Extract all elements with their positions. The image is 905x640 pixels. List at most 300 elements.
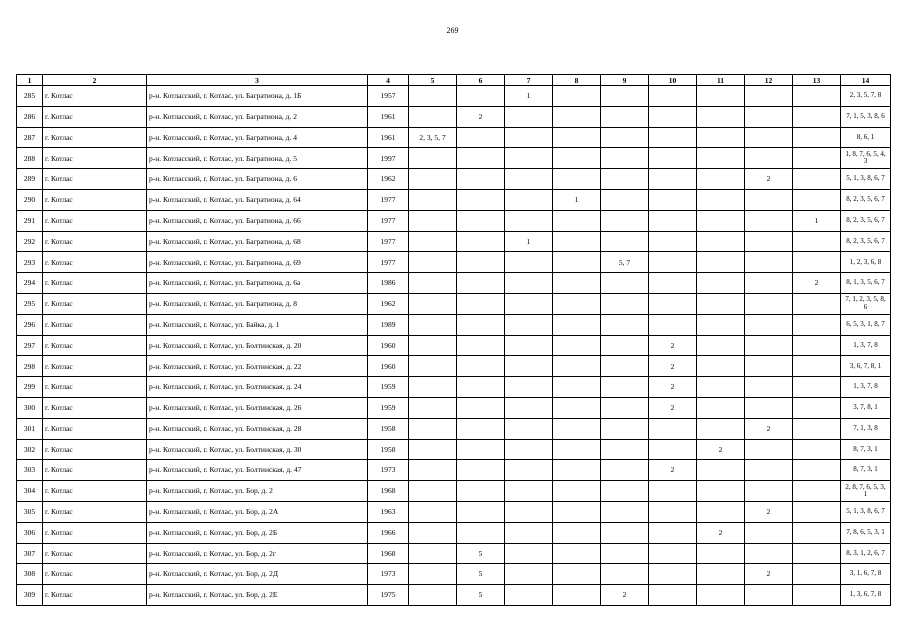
col-6-value-cell: [457, 252, 505, 273]
col-10-value-cell: 2: [649, 397, 697, 418]
col-6-value-cell: [457, 418, 505, 439]
col-10-value-cell: [649, 106, 697, 127]
col-11-value-cell: [697, 169, 745, 190]
col-8-value-cell: [553, 231, 601, 252]
col-8-value-cell: 1: [553, 189, 601, 210]
column-header-6: 6: [457, 75, 505, 86]
address-cell: р-н. Котласский, г. Котлас, ул. Багратиона, д. 2: [147, 106, 368, 127]
col-12-value-cell: [745, 397, 793, 418]
col-8-value-cell: [553, 481, 601, 502]
col-8-value-cell: [553, 127, 601, 148]
col-14-value-cell: 1, 8, 7, 6, 5, 4, 3: [841, 148, 891, 169]
locality-cell: г. Котлас: [43, 522, 147, 543]
row-number-cell: 308: [17, 564, 43, 585]
address-cell: р-н. Котласский, г. Котлас, ул. Болтинская, д. 24: [147, 377, 368, 398]
address-cell: р-н. Котласский, г. Котлас, ул. Болтинская, д. 47: [147, 460, 368, 481]
table-header: [17, 75, 891, 86]
column-header-3: 3: [147, 75, 368, 86]
col-10-value-cell: [649, 418, 697, 439]
col-9-value-cell: [601, 501, 649, 522]
col-9-value-cell: [601, 106, 649, 127]
row-number-cell: 299: [17, 377, 43, 398]
col-9-value-cell: [601, 564, 649, 585]
col-9-value-cell: [601, 273, 649, 294]
col-10-value-cell: [649, 273, 697, 294]
col-11-value-cell: [697, 86, 745, 107]
locality-cell: г. Котлас: [43, 231, 147, 252]
column-header-9: 9: [601, 75, 649, 86]
col-7-value-cell: [505, 543, 553, 564]
col-6-value-cell: [457, 127, 505, 148]
row-number-cell: 292: [17, 231, 43, 252]
col-13-value-cell: [793, 127, 841, 148]
col-9-value-cell: [601, 293, 649, 314]
table-row: [17, 189, 891, 210]
col-9-value-cell: [601, 210, 649, 231]
col-6-value-cell: 2: [457, 106, 505, 127]
column-header-5: 5: [409, 75, 457, 86]
table-row: [17, 127, 891, 148]
col-6-value-cell: [457, 273, 505, 294]
col-9-value-cell: [601, 148, 649, 169]
col-9-value-cell: [601, 169, 649, 190]
col-10-value-cell: [649, 86, 697, 107]
col-6-value-cell: [457, 189, 505, 210]
col-14-value-cell: 8, 2, 3, 5, 6, 7: [841, 189, 891, 210]
col-10-value-cell: 2: [649, 356, 697, 377]
col-12-value-cell: [745, 356, 793, 377]
col-10-value-cell: [649, 439, 697, 460]
col-14-value-cell: 1, 3, 6, 7, 8: [841, 585, 891, 606]
year-built-cell: 1977: [368, 189, 409, 210]
col-14-value-cell: 7, 1, 3, 8: [841, 418, 891, 439]
table-row: [17, 293, 891, 314]
col-8-value-cell: [553, 273, 601, 294]
row-number-cell: 303: [17, 460, 43, 481]
col-9-value-cell: [601, 314, 649, 335]
col-11-value-cell: [697, 501, 745, 522]
row-number-cell: 306: [17, 522, 43, 543]
col-7-value-cell: [505, 439, 553, 460]
column-header-1: 1: [17, 75, 43, 86]
address-cell: р-н. Котласский, г. Котлас, ул. Багратиона, д. 1Б: [147, 86, 368, 107]
row-number-cell: 300: [17, 397, 43, 418]
year-built-cell: 1973: [368, 564, 409, 585]
col-6-value-cell: [457, 522, 505, 543]
col-8-value-cell: [553, 314, 601, 335]
col-7-value-cell: [505, 418, 553, 439]
row-number-cell: 285: [17, 86, 43, 107]
locality-cell: г. Котлас: [43, 273, 147, 294]
col-6-value-cell: [457, 501, 505, 522]
col-10-value-cell: [649, 169, 697, 190]
col-8-value-cell: [553, 397, 601, 418]
col-10-value-cell: [649, 231, 697, 252]
col-9-value-cell: [601, 189, 649, 210]
col-14-value-cell: 8, 2, 3, 5, 6, 7: [841, 231, 891, 252]
col-5-value-cell: [409, 585, 457, 606]
table-row: [17, 522, 891, 543]
col-8-value-cell: [553, 335, 601, 356]
col-14-value-cell: 2, 8, 7, 6, 5, 3, 1: [841, 481, 891, 502]
year-built-cell: 1989: [368, 314, 409, 335]
col-8-value-cell: [553, 210, 601, 231]
table-row: [17, 543, 891, 564]
col-10-value-cell: [649, 127, 697, 148]
col-6-value-cell: [457, 460, 505, 481]
row-number-cell: 289: [17, 169, 43, 190]
col-10-value-cell: [649, 585, 697, 606]
col-12-value-cell: [745, 189, 793, 210]
row-number-cell: 295: [17, 293, 43, 314]
year-built-cell: 1961: [368, 106, 409, 127]
row-number-cell: 291: [17, 210, 43, 231]
col-9-value-cell: 2: [601, 585, 649, 606]
col-9-value-cell: [601, 231, 649, 252]
table-row: [17, 460, 891, 481]
year-built-cell: 1986: [368, 273, 409, 294]
col-6-value-cell: [457, 86, 505, 107]
col-6-value-cell: [457, 148, 505, 169]
col-9-value-cell: [601, 418, 649, 439]
locality-cell: г. Котлас: [43, 585, 147, 606]
col-10-value-cell: [649, 189, 697, 210]
col-11-value-cell: [697, 460, 745, 481]
locality-cell: г. Котлас: [43, 293, 147, 314]
col-6-value-cell: 5: [457, 585, 505, 606]
col-12-value-cell: 2: [745, 564, 793, 585]
col-6-value-cell: [457, 231, 505, 252]
col-8-value-cell: [553, 418, 601, 439]
locality-cell: г. Котлас: [43, 127, 147, 148]
col-13-value-cell: [793, 189, 841, 210]
row-number-cell: 302: [17, 439, 43, 460]
col-14-value-cell: 7, 8, 6, 5, 3, 1: [841, 522, 891, 543]
column-header-2: 2: [43, 75, 147, 86]
col-9-value-cell: [601, 127, 649, 148]
col-13-value-cell: [793, 439, 841, 460]
year-built-cell: 1962: [368, 169, 409, 190]
col-10-value-cell: 2: [649, 377, 697, 398]
col-9-value-cell: [601, 86, 649, 107]
col-5-value-cell: [409, 522, 457, 543]
col-5-value-cell: [409, 543, 457, 564]
table-row: [17, 231, 891, 252]
col-6-value-cell: [457, 210, 505, 231]
col-5-value-cell: [409, 418, 457, 439]
col-9-value-cell: [601, 543, 649, 564]
table-row: [17, 169, 891, 190]
col-14-value-cell: 1, 3, 7, 8: [841, 335, 891, 356]
year-built-cell: 1973: [368, 460, 409, 481]
table-row: [17, 314, 891, 335]
col-12-value-cell: 2: [745, 501, 793, 522]
col-11-value-cell: [697, 293, 745, 314]
column-header-14: 14: [841, 75, 891, 86]
col-7-value-cell: [505, 293, 553, 314]
col-12-value-cell: [745, 293, 793, 314]
col-14-value-cell: 1, 3, 7, 8: [841, 377, 891, 398]
locality-cell: г. Котлас: [43, 314, 147, 335]
col-12-value-cell: [745, 585, 793, 606]
col-8-value-cell: [553, 106, 601, 127]
address-cell: р-н. Котласский, г. Котлас, ул. Багратиона, д. 69: [147, 252, 368, 273]
col-13-value-cell: [793, 522, 841, 543]
col-13-value-cell: [793, 231, 841, 252]
col-14-value-cell: 5, 1, 3, 8, 6, 7: [841, 501, 891, 522]
table-row: [17, 418, 891, 439]
col-9-value-cell: [601, 397, 649, 418]
address-cell: р-н. Котласский, г. Котлас, ул. Багратиона, д. 6а: [147, 273, 368, 294]
col-12-value-cell: [745, 481, 793, 502]
col-11-value-cell: [697, 148, 745, 169]
col-6-value-cell: [457, 293, 505, 314]
address-cell: р-н. Котласский, г. Котлас, ул. Бор, д. 2Е: [147, 585, 368, 606]
col-5-value-cell: [409, 460, 457, 481]
col-5-value-cell: [409, 439, 457, 460]
year-built-cell: 1962: [368, 293, 409, 314]
year-built-cell: 1960: [368, 335, 409, 356]
locality-cell: г. Котлас: [43, 377, 147, 398]
col-13-value-cell: [793, 86, 841, 107]
col-5-value-cell: [409, 397, 457, 418]
col-9-value-cell: [601, 439, 649, 460]
col-5-value-cell: [409, 273, 457, 294]
col-10-value-cell: [649, 293, 697, 314]
col-7-value-cell: [505, 189, 553, 210]
col-7-value-cell: [505, 127, 553, 148]
row-number-cell: 288: [17, 148, 43, 169]
col-13-value-cell: [793, 377, 841, 398]
row-number-cell: 286: [17, 106, 43, 127]
address-cell: р-н. Котласский, г. Котлас, ул. Багратиона, д. 5: [147, 148, 368, 169]
col-13-value-cell: [793, 314, 841, 335]
row-number-cell: 290: [17, 189, 43, 210]
col-10-value-cell: [649, 210, 697, 231]
address-cell: р-н. Котласский, г. Котлас, ул. Байка, д. 1: [147, 314, 368, 335]
table-row: [17, 564, 891, 585]
col-5-value-cell: [409, 377, 457, 398]
col-5-value-cell: [409, 356, 457, 377]
col-12-value-cell: [745, 231, 793, 252]
col-13-value-cell: [793, 252, 841, 273]
col-14-value-cell: 2, 3, 5, 7, 8: [841, 86, 891, 107]
address-cell: р-н. Котласский, г. Котлас, ул. Бор, д. 2Б: [147, 522, 368, 543]
col-12-value-cell: [745, 210, 793, 231]
col-7-value-cell: [505, 481, 553, 502]
col-10-value-cell: [649, 148, 697, 169]
col-11-value-cell: [697, 543, 745, 564]
table-row: [17, 252, 891, 273]
col-8-value-cell: [553, 460, 601, 481]
col-14-value-cell: 6, 5, 3, 1, 8, 7: [841, 314, 891, 335]
table-row: [17, 335, 891, 356]
header-row: [17, 75, 891, 86]
col-12-value-cell: 2: [745, 169, 793, 190]
col-14-value-cell: 3, 1, 6, 7, 8: [841, 564, 891, 585]
row-number-cell: 293: [17, 252, 43, 273]
col-10-value-cell: [649, 252, 697, 273]
year-built-cell: 1959: [368, 397, 409, 418]
row-number-cell: 301: [17, 418, 43, 439]
col-8-value-cell: [553, 252, 601, 273]
col-7-value-cell: [505, 522, 553, 543]
col-6-value-cell: [457, 397, 505, 418]
table-row: [17, 106, 891, 127]
col-6-value-cell: [457, 169, 505, 190]
col-14-value-cell: 7, 1, 2, 3, 5, 8, 6: [841, 293, 891, 314]
col-7-value-cell: 1: [505, 86, 553, 107]
row-number-cell: 294: [17, 273, 43, 294]
col-12-value-cell: [745, 522, 793, 543]
col-5-value-cell: [409, 481, 457, 502]
col-7-value-cell: [505, 148, 553, 169]
col-13-value-cell: [793, 169, 841, 190]
col-11-value-cell: [697, 356, 745, 377]
col-7-value-cell: [505, 169, 553, 190]
col-10-value-cell: [649, 522, 697, 543]
table-row: [17, 439, 891, 460]
col-10-value-cell: [649, 501, 697, 522]
col-13-value-cell: [793, 397, 841, 418]
col-12-value-cell: [745, 460, 793, 481]
year-built-cell: 1977: [368, 252, 409, 273]
col-11-value-cell: [697, 335, 745, 356]
col-5-value-cell: [409, 106, 457, 127]
col-14-value-cell: 1, 2, 3, 6, 8: [841, 252, 891, 273]
year-built-cell: 1958: [368, 418, 409, 439]
year-built-cell: 1977: [368, 210, 409, 231]
col-5-value-cell: [409, 86, 457, 107]
col-8-value-cell: [553, 148, 601, 169]
address-cell: р-н. Котласский, г. Котлас, ул. Бор, д. 2г: [147, 543, 368, 564]
address-cell: р-н. Котласский, г. Котлас, ул. Бор, д. 2: [147, 481, 368, 502]
locality-cell: г. Котлас: [43, 189, 147, 210]
col-11-value-cell: [697, 481, 745, 502]
col-8-value-cell: [553, 377, 601, 398]
column-header-7: 7: [505, 75, 553, 86]
col-6-value-cell: [457, 481, 505, 502]
col-13-value-cell: [793, 293, 841, 314]
col-13-value-cell: [793, 335, 841, 356]
col-10-value-cell: [649, 564, 697, 585]
col-5-value-cell: [409, 314, 457, 335]
page-number: 269: [446, 26, 459, 35]
year-built-cell: 1958: [368, 439, 409, 460]
locality-cell: г. Котлас: [43, 148, 147, 169]
col-7-value-cell: [505, 501, 553, 522]
locality-cell: г. Котлас: [43, 397, 147, 418]
table-row: [17, 481, 891, 502]
locality-cell: г. Котлас: [43, 106, 147, 127]
column-header-8: 8: [553, 75, 601, 86]
col-11-value-cell: [697, 127, 745, 148]
locality-cell: г. Котлас: [43, 439, 147, 460]
address-cell: р-н. Котласский, г. Котлас, ул. Болтинская, д. 26: [147, 397, 368, 418]
col-9-value-cell: [601, 377, 649, 398]
row-number-cell: 296: [17, 314, 43, 335]
col-7-value-cell: [505, 377, 553, 398]
year-built-cell: 1963: [368, 501, 409, 522]
col-5-value-cell: [409, 501, 457, 522]
col-5-value-cell: [409, 189, 457, 210]
address-cell: р-н. Котласский, г. Котлас, ул. Болтинская, д. 30: [147, 439, 368, 460]
col-6-value-cell: [457, 356, 505, 377]
col-6-value-cell: [457, 335, 505, 356]
col-13-value-cell: [793, 148, 841, 169]
col-9-value-cell: [601, 356, 649, 377]
col-8-value-cell: [553, 86, 601, 107]
column-header-10: 10: [649, 75, 697, 86]
year-built-cell: 1975: [368, 585, 409, 606]
col-7-value-cell: [505, 564, 553, 585]
col-13-value-cell: [793, 543, 841, 564]
col-13-value-cell: [793, 481, 841, 502]
table-row: [17, 377, 891, 398]
locality-cell: г. Котлас: [43, 501, 147, 522]
col-13-value-cell: 2: [793, 273, 841, 294]
col-7-value-cell: [505, 397, 553, 418]
col-14-value-cell: 8, 3, 1, 2, 6, 7: [841, 543, 891, 564]
col-11-value-cell: 2: [697, 439, 745, 460]
col-13-value-cell: 1: [793, 210, 841, 231]
address-cell: р-н. Котласский, г. Котлас, ул. Багратиона, д. 4: [147, 127, 368, 148]
year-built-cell: 1959: [368, 377, 409, 398]
table-row: [17, 356, 891, 377]
col-5-value-cell: [409, 148, 457, 169]
col-8-value-cell: [553, 522, 601, 543]
col-7-value-cell: 1: [505, 231, 553, 252]
locality-cell: г. Котлас: [43, 86, 147, 107]
column-header-11: 11: [697, 75, 745, 86]
col-14-value-cell: 3, 6, 7, 8, 1: [841, 356, 891, 377]
col-8-value-cell: [553, 543, 601, 564]
col-12-value-cell: [745, 106, 793, 127]
locality-cell: г. Котлас: [43, 418, 147, 439]
col-10-value-cell: [649, 543, 697, 564]
col-7-value-cell: [505, 210, 553, 231]
row-number-cell: 297: [17, 335, 43, 356]
address-cell: р-н. Котласский, г. Котлас, ул. Багратиона, д. 68: [147, 231, 368, 252]
col-11-value-cell: [697, 397, 745, 418]
col-13-value-cell: [793, 460, 841, 481]
address-cell: р-н. Котласский, г. Котлас, ул. Багратиона, д. 8: [147, 293, 368, 314]
col-8-value-cell: [553, 356, 601, 377]
col-10-value-cell: [649, 314, 697, 335]
col-14-value-cell: 8, 7, 3, 1: [841, 460, 891, 481]
year-built-cell: 1968: [368, 543, 409, 564]
col-5-value-cell: 2, 3, 5, 7: [409, 127, 457, 148]
buildings-table: [16, 74, 891, 606]
locality-cell: г. Котлас: [43, 543, 147, 564]
col-8-value-cell: [553, 439, 601, 460]
col-6-value-cell: 5: [457, 564, 505, 585]
address-cell: р-н. Котласский, г. Котлас, ул. Болтинская, д. 22: [147, 356, 368, 377]
col-8-value-cell: [553, 293, 601, 314]
locality-cell: г. Котлас: [43, 356, 147, 377]
col-10-value-cell: [649, 481, 697, 502]
col-9-value-cell: 5, 7: [601, 252, 649, 273]
col-11-value-cell: [697, 314, 745, 335]
address-cell: р-н. Котласский, г. Котлас, ул. Багратиона, д. 64: [147, 189, 368, 210]
col-12-value-cell: [745, 377, 793, 398]
locality-cell: г. Котлас: [43, 210, 147, 231]
col-11-value-cell: [697, 210, 745, 231]
year-built-cell: 1997: [368, 148, 409, 169]
col-12-value-cell: 2: [745, 418, 793, 439]
col-5-value-cell: [409, 210, 457, 231]
col-7-value-cell: [505, 460, 553, 481]
